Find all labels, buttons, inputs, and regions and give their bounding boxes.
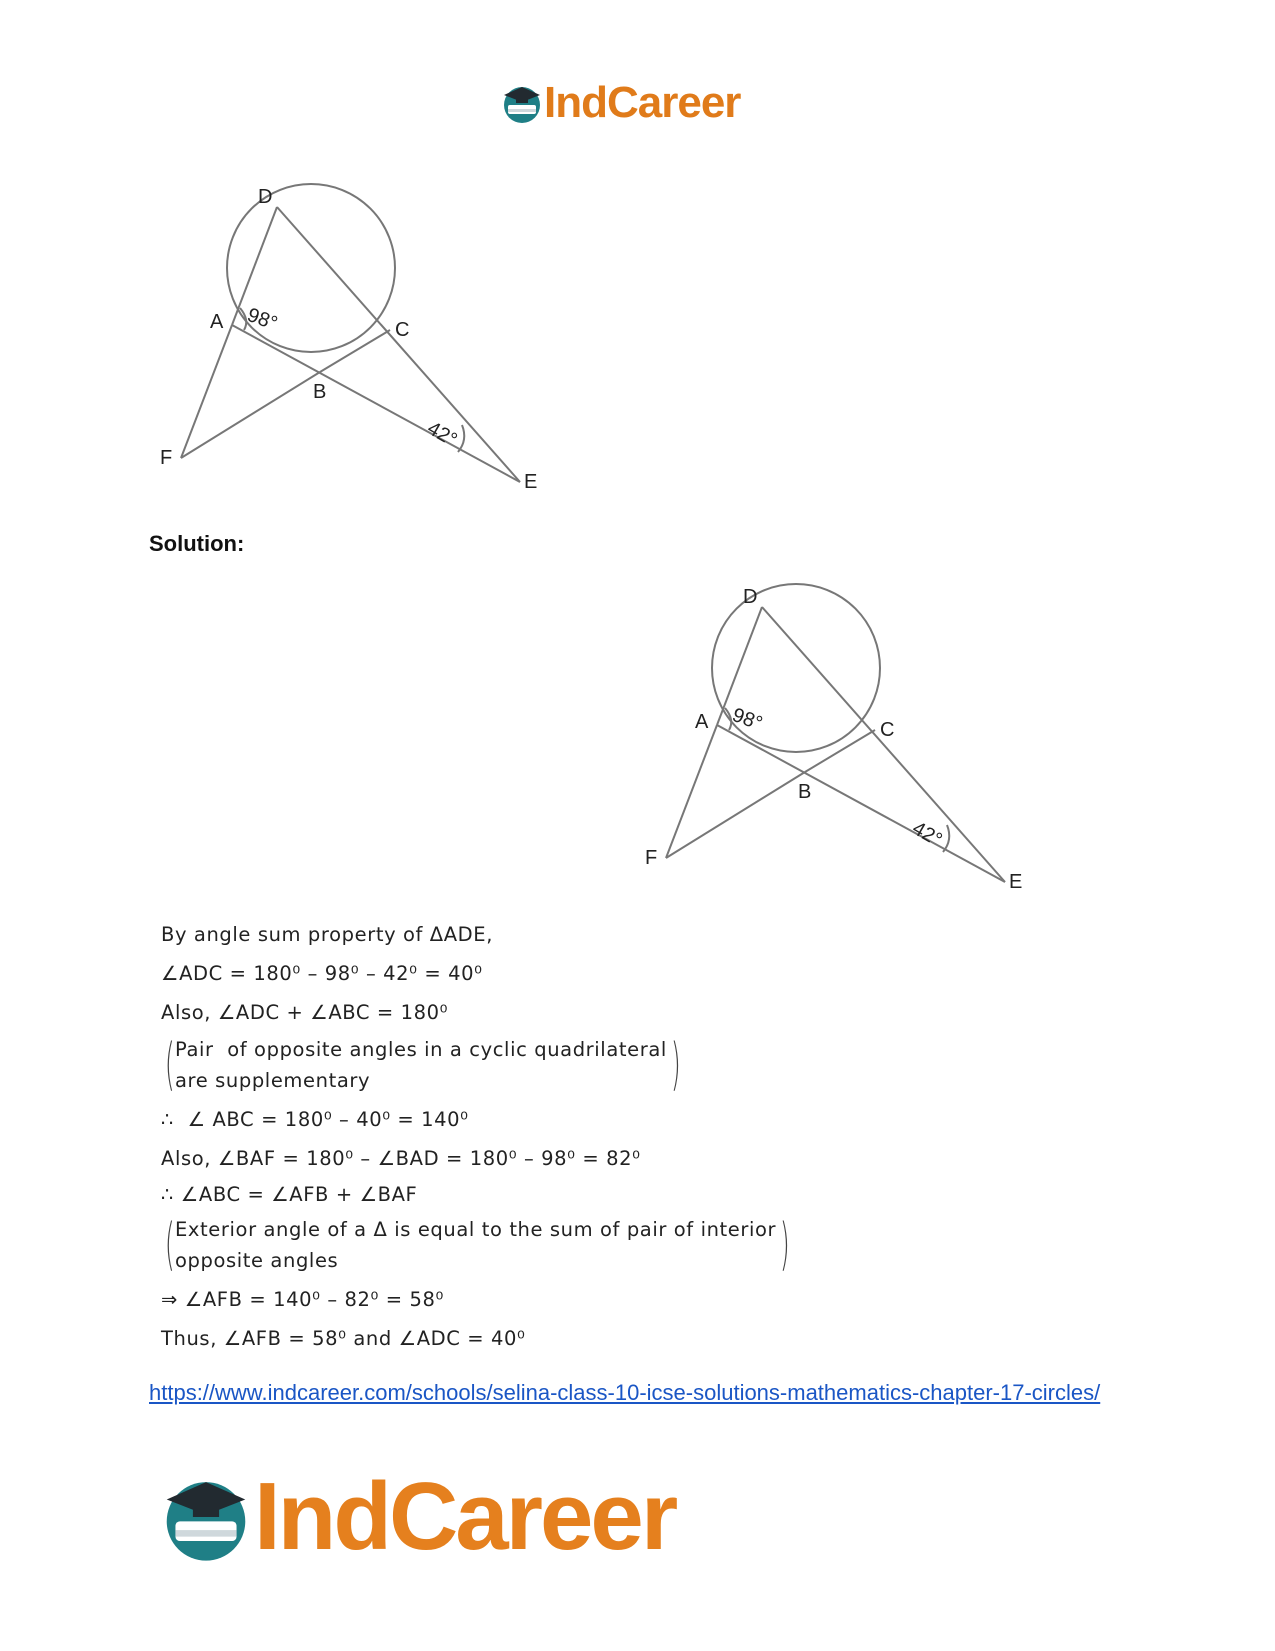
step-line: By angle sum property of ΔADE,: [161, 923, 494, 946]
point-label-f: F: [160, 447, 173, 469]
step-line: ⇒ ∠AFB = 140⁰ – 82⁰ = 58⁰: [161, 1288, 444, 1311]
point-label-d: D: [743, 586, 758, 608]
reason-line: Pair of opposite angles in a cyclic quadrilateral: [175, 1038, 667, 1061]
graduation-cap-book-icon: [158, 1469, 254, 1565]
point-label-f: F: [645, 847, 658, 869]
step-line: Also, ∠ADC + ∠ABC = 180⁰: [161, 1001, 449, 1024]
reason-line: opposite angles: [175, 1249, 339, 1272]
point-label-e: E: [1009, 871, 1023, 893]
reason-line: are supplementary: [175, 1069, 371, 1092]
point-label-a: A: [210, 311, 224, 333]
reason-line: Exterior angle of a Δ is equal to the sum of pair of interior: [175, 1218, 777, 1241]
angle-label-e: 42°: [423, 417, 461, 452]
point-label-d: D: [258, 186, 273, 208]
reason-note: ( Exterior angle of a Δ is equal to the sum of pair of interior opposite angles ): [164, 1212, 791, 1277]
brand-name: IndCareer: [544, 78, 741, 127]
step-line: Also, ∠BAF = 180⁰ – ∠BAD = 180⁰ – 98⁰ = 82⁰: [161, 1147, 641, 1170]
graduation-cap-book-icon: [500, 81, 544, 125]
point-label-c: C: [880, 719, 895, 741]
footer-logo: [158, 1462, 675, 1572]
step-line: Thus, ∠AFB = 58⁰ and ∠ADC = 40⁰: [161, 1327, 526, 1350]
solution-heading: Solution:: [149, 531, 245, 556]
step-line: ∴ ∠ ABC = 180⁰ – 40⁰ = 140⁰: [161, 1108, 469, 1131]
step-line: ∠ADC = 180⁰ – 98⁰ – 42⁰ = 40⁰: [161, 962, 483, 985]
step-line: ∴ ∠ABC = ∠AFB + ∠BAF: [161, 1183, 418, 1206]
angle-label-e: 42°: [908, 817, 946, 852]
point-label-a: A: [695, 711, 709, 733]
point-label-b: B: [798, 781, 812, 803]
point-label-b: B: [313, 381, 327, 403]
reason-note: ( Pair of opposite angles in a cyclic quadrilateral are supplementary ): [164, 1032, 681, 1097]
angle-label-a: 98°: [244, 304, 281, 336]
solution-steps: [161, 915, 790, 1358]
angle-label-a: 98°: [729, 704, 766, 736]
header-logo: [500, 78, 740, 128]
solution-figure: [635, 575, 1035, 895]
point-label-c: C: [395, 319, 410, 341]
point-label-e: E: [524, 471, 538, 493]
brand-name: IndCareer: [254, 1463, 676, 1570]
question-figure: [150, 175, 550, 495]
source-url-link[interactable]: https://www.indcareer.com/schools/selina-class-10-icse-solutions-mathematics-chapter-17-circles/: [149, 1380, 1101, 1405]
